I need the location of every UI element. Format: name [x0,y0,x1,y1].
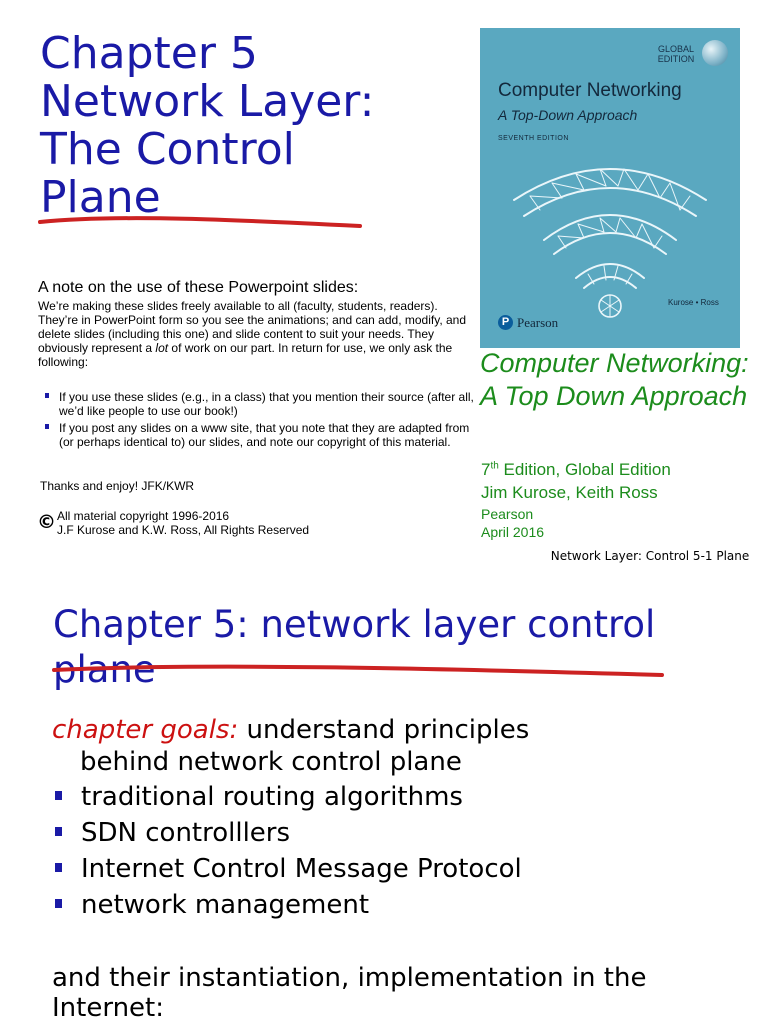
wifi-network-icon [500,138,720,318]
title-chapter: Chapter 5: [53,603,261,646]
usage-note-text: We’re making these slides freely available to all (faculty, students, readers). They’re in PowerPoint form so you see the animations; and can add, modify, and delete slides (including this one) and slide content to suit your needs. They obviously represent a [38,299,467,355]
goals-lead: chapter goals: [52,715,239,745]
copyright-line: All material copyright 1996-2016 [57,509,230,523]
list-item: If you post any slides on a www site, that you note that they are adapted from (or perhaps identical to) our slides, and note our copyright of this material. [44,421,474,449]
slide-1-title [40,30,460,222]
list-item: network management [52,887,522,923]
cover-title: Computer Networking [498,80,682,101]
edition-suffix: th [490,460,499,472]
cover-publisher: Pearson [517,315,559,330]
title-topic: network layer control plane [53,603,656,691]
cover-subtitle: A Top-Down Approach [498,107,638,123]
book-publisher: Pearson [481,506,534,522]
badge-line: GLOBAL [657,44,695,54]
closing-text: and their instantiation, implementation in the Internet: [52,963,647,1023]
slide-2 [0,585,768,1024]
goals-list [52,779,522,923]
slide-2-title [53,602,753,692]
slide-footer: Network Layer: Control 5-1 Plane [550,549,750,563]
book-title: Computer Networking: A Top Down Approach [480,348,749,411]
globe-icon [702,40,728,66]
copyright-text [57,509,309,537]
thanks-line: Thanks and enjoy! JFK/KWR [40,479,195,493]
title-line: Chapter 5 [40,28,258,79]
book-edition [481,460,671,480]
title-line: The Control [40,124,295,175]
list-item: traditional routing algorithms [52,779,522,815]
list-item: Internet Control Message Protocol [52,851,522,887]
copyright-icon: © [37,511,56,533]
usage-conditions-list [44,390,474,452]
title-line: Network Layer: [40,76,375,127]
global-edition-badge [650,44,702,64]
copyright-line: J.F Kurose and K.W. Ross, All Rights Reserved [57,523,310,537]
pearson-logo-icon: P [498,315,513,330]
cover-authors: Kurose • Ross [668,298,719,307]
cover-edition: SEVENTH EDITION [498,135,569,142]
badge-line: EDITION [657,54,695,64]
goal-text: behind network control plane [80,747,462,777]
book-authors: Jim Kurose, Keith Ross [481,483,658,502]
edition-text: Edition, Global Edition [498,460,671,479]
edition-number: 7 [481,460,491,479]
usage-note-text: of work on our part. In return for use, we only ask the following: [38,341,453,369]
chapter-goals [52,714,529,778]
usage-note-emphasis: lot [155,341,169,355]
title-line: Plane [40,172,161,223]
list-item: SDN controlllers [52,815,522,851]
book-cover-image [480,28,740,348]
book-date: April 2016 [481,524,545,540]
usage-note-heading: A note on the use of these Powerpoint slides: [38,279,359,296]
list-item: If you use these slides (e.g., in a class) that you mention their source (after all, we’d like people to use our book!) [44,390,474,418]
goal-text: understand principles [238,715,530,745]
usage-note-body [38,299,478,369]
